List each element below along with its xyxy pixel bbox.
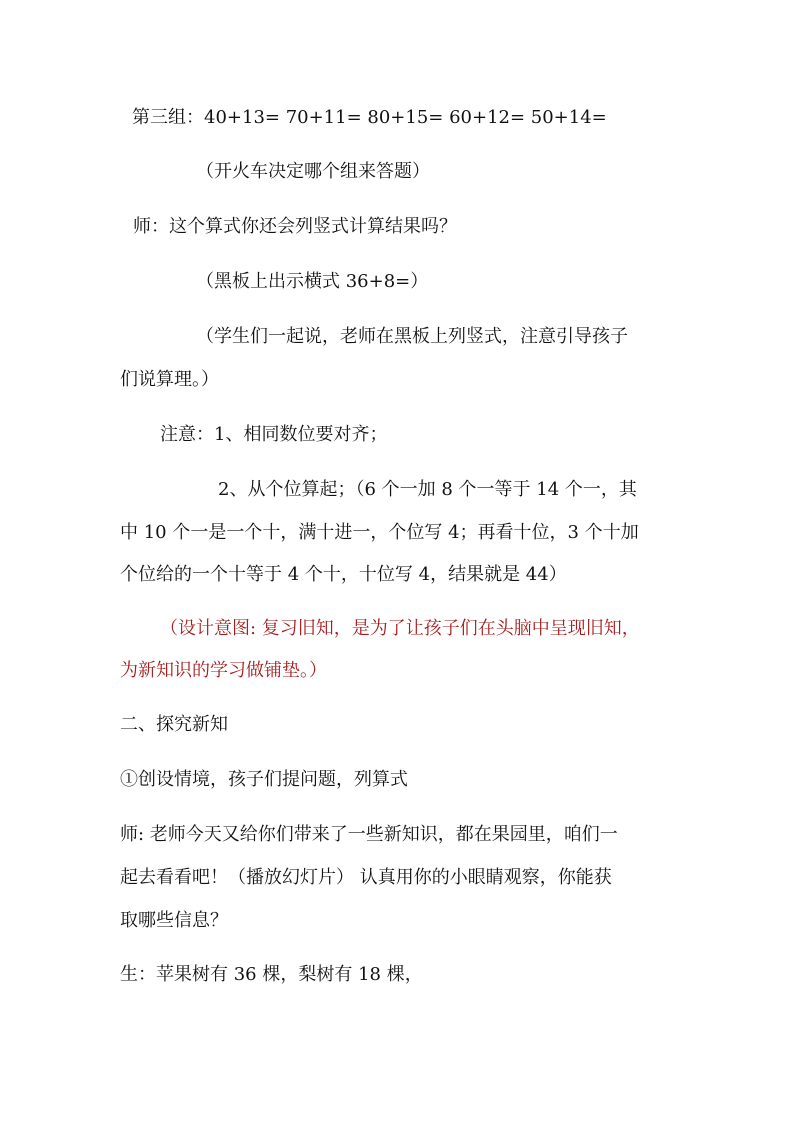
note-item-2-line3: 个位给的一个十等于 4 个十，十位写 4，结果就是 44） xyxy=(120,564,567,585)
students-note-line2: 们说算理。） xyxy=(120,369,219,390)
note-item-2-line1: 2、从个位算起；（6 个一加 8 个一等于 14 个一，其 xyxy=(218,479,637,500)
design-intent-line1: （设计意图: 复习旧知，是为了让孩子们在头脑中呈现旧知， xyxy=(160,618,640,639)
design-intent-line2: 为新知识的学习做铺垫。） xyxy=(120,660,327,681)
student-answer: 生：苹果树有 36 棵，梨树有 18 棵， xyxy=(120,964,423,985)
board-note: （黑板上出示横式 36+8=） xyxy=(196,271,429,292)
note-item-1: 注意：1、相同数位要对齐； xyxy=(160,424,388,445)
teacher-line2: 起去看看吧！（播放幻灯片） 认真用你的小眼睛观察，你能获 xyxy=(120,867,612,888)
group3-exercise: 第三组：40+13= 70+11= 80+15= 60+12= 50+14= xyxy=(132,107,607,128)
teacher-line1: 师: 老师今天又给你们带来了一些新知识，都在果园里，咱们一 xyxy=(120,824,618,845)
teacher-line3: 取哪些信息？ xyxy=(120,910,228,931)
students-note-line1: （学生们一起说，老师在黑板上列竖式，注意引导孩子 xyxy=(196,326,628,347)
train-note: （开火车决定哪个组来答题） xyxy=(196,161,430,182)
section-heading: 二、探究新知 xyxy=(120,714,228,735)
note-item-2-line2: 中 10 个一是一个十，满十进一，个位写 4；再看十位，3 个十加 xyxy=(120,522,639,543)
teacher-question: 师：这个算式你还会列竖式计算结果吗？ xyxy=(133,216,457,237)
step-1: ①创设情境，孩子们提问题，列算式 xyxy=(120,769,408,790)
